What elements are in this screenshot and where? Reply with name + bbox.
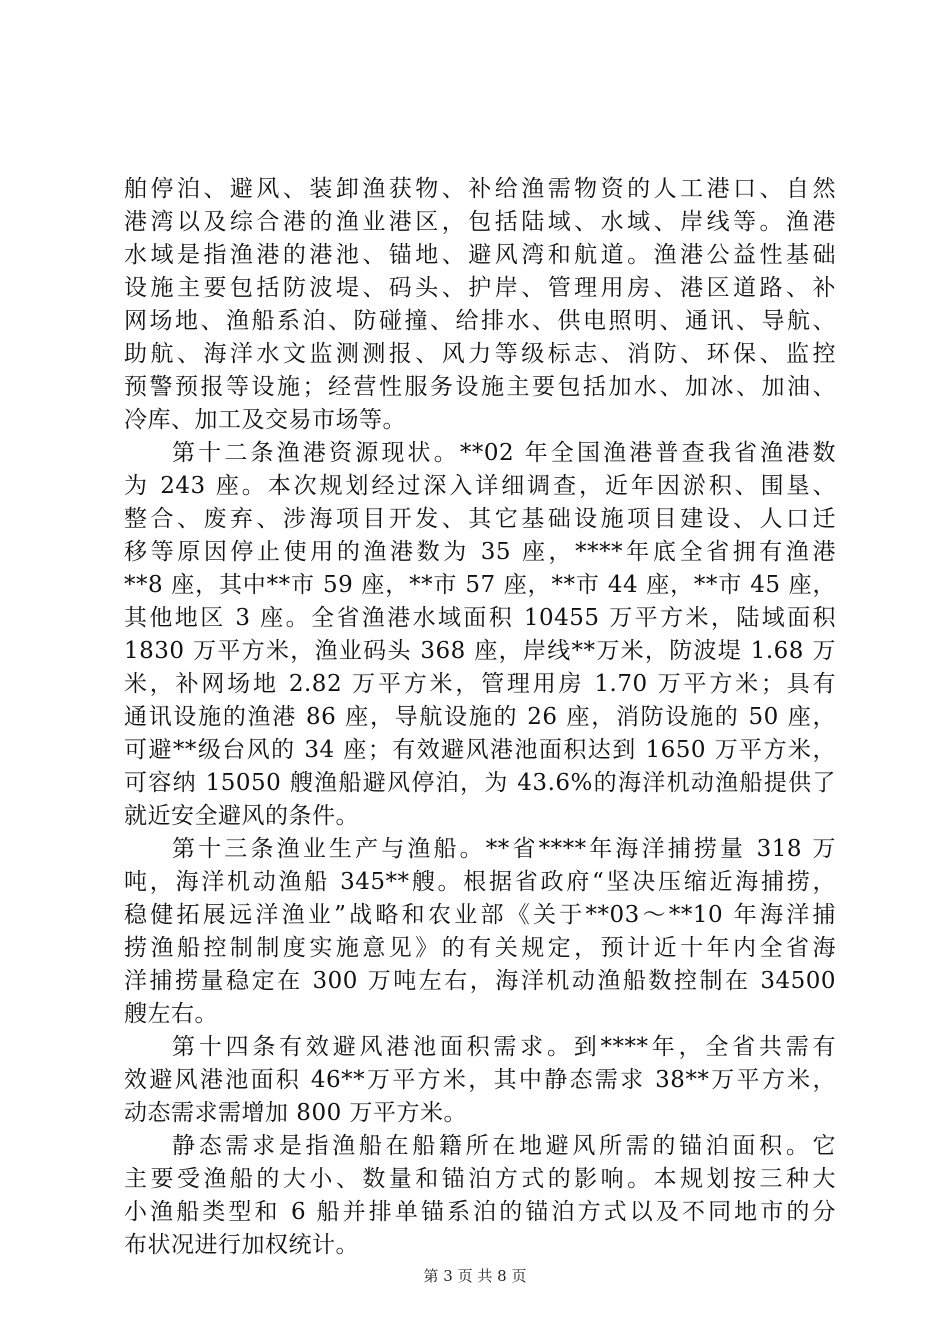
text-line: 网场地、渔船系泊、防碰撞、给排水、供电照明、通讯、导航、 xyxy=(124,308,836,334)
text-line: 助航、海洋水文监测测报、风力等级标志、消防、环保、监控 xyxy=(124,341,836,367)
text-line: 预警预报等设施；经营性服务设施主要包括加水、加冰、加油、 xyxy=(124,374,836,400)
text-line: 动态需求需增加 800 万平方米。 xyxy=(124,1100,468,1126)
text-line: 通讯设施的渔港 86 座，导航设施的 26 座，消防设施的 50 座， xyxy=(124,704,836,730)
article-12-first-line: 第十二条渔港资源现状。**02 年全国渔港普查我省渔港数 xyxy=(172,440,836,466)
text-line: 港湾以及综合港的渔业港区，包括陆域、水域、岸线等。渔港 xyxy=(124,209,836,235)
text-line: 水域是指渔港的港池、锚地、避风湾和航道。渔港公益性基础 xyxy=(124,242,836,268)
text-line: 稳健拓展远洋渔业”战略和农业部《关于**03～**10 年海洋捕 xyxy=(124,902,836,928)
article-13-first-line: 第十三条渔业生产与渔船。**省****年海洋捕捞量 318 万 xyxy=(172,836,836,862)
text-line: 设施主要包括防波堤、码头、护岸、管理用房、港区道路、补 xyxy=(124,275,836,301)
text-line: 1830 万平方米，渔业码头 368 座，岸线**万米，防波堤 1.68 万 xyxy=(124,638,836,664)
text-line: 为 243 座。本次规划经过深入详细调查，近年因淤积、围垦、 xyxy=(124,473,836,499)
text-line: 移等原因停止使用的渔港数为 35 座，****年底全省拥有渔港 xyxy=(124,539,836,565)
text-line: 整合、废弃、涉海项目开发、其它基础设施项目建设、人口迁 xyxy=(124,506,836,532)
page-footer: 第 3 页 共 8 页 xyxy=(423,1267,527,1285)
text-line: 其他地区 3 座。全省渔港水域面积 10455 万平方米，陆域面积 xyxy=(124,605,836,631)
text-line: 米，补网场地 2.82 万平方米，管理用房 1.70 万平方米；具有 xyxy=(124,671,836,697)
text-line: 洋捕捞量稳定在 300 万吨左右，海洋机动渔船数控制在 34500 xyxy=(124,968,836,994)
document-body xyxy=(124,173,836,1262)
text-line: 艘左右。 xyxy=(124,1001,218,1027)
text-line: 效避风港池面积 46**万平方米，其中静态需求 38**万平方米， xyxy=(124,1067,836,1093)
text-line: 可容纳 15050 艘渔船避风停泊，为 43.6%的海洋机动渔船提供了 xyxy=(124,770,836,796)
text-line: **8 座，其中**市 59 座，**市 57 座，**市 44 座，**市 45 座， xyxy=(124,572,836,598)
text-line: 吨，海洋机动渔船 345**艘。根据省政府“坚决压缩近海捕捞， xyxy=(124,869,836,895)
text-line: 就近安全避风的条件。 xyxy=(124,803,359,829)
article-14-first-line: 第十四条有效避风港池面积需求。到****年，全省共需有 xyxy=(172,1034,836,1060)
static-demand-first-line: 静态需求是指渔船在船籍所在地避风所需的锚泊面积。它 xyxy=(172,1133,836,1159)
text-line: 主要受渔船的大小、数量和锚泊方式的影响。本规划按三种大 xyxy=(124,1166,836,1192)
text-line: 冷库、加工及交易市场等。 xyxy=(124,407,406,433)
text-line: 捞渔船控制制度实施意见》的有关规定，预计近十年内全省海 xyxy=(124,935,836,961)
text-line: 舶停泊、避风、装卸渔获物、补给渔需物资的人工港口、自然 xyxy=(124,176,836,202)
text-line: 可避**级台风的 34 座；有效避风港池面积达到 1650 万平方米， xyxy=(124,737,836,763)
text-line: 布状况进行加权统计。 xyxy=(124,1232,359,1258)
text-line: 小渔船类型和 6 船并排单锚系泊的锚泊方式以及不同地市的分 xyxy=(124,1199,836,1225)
